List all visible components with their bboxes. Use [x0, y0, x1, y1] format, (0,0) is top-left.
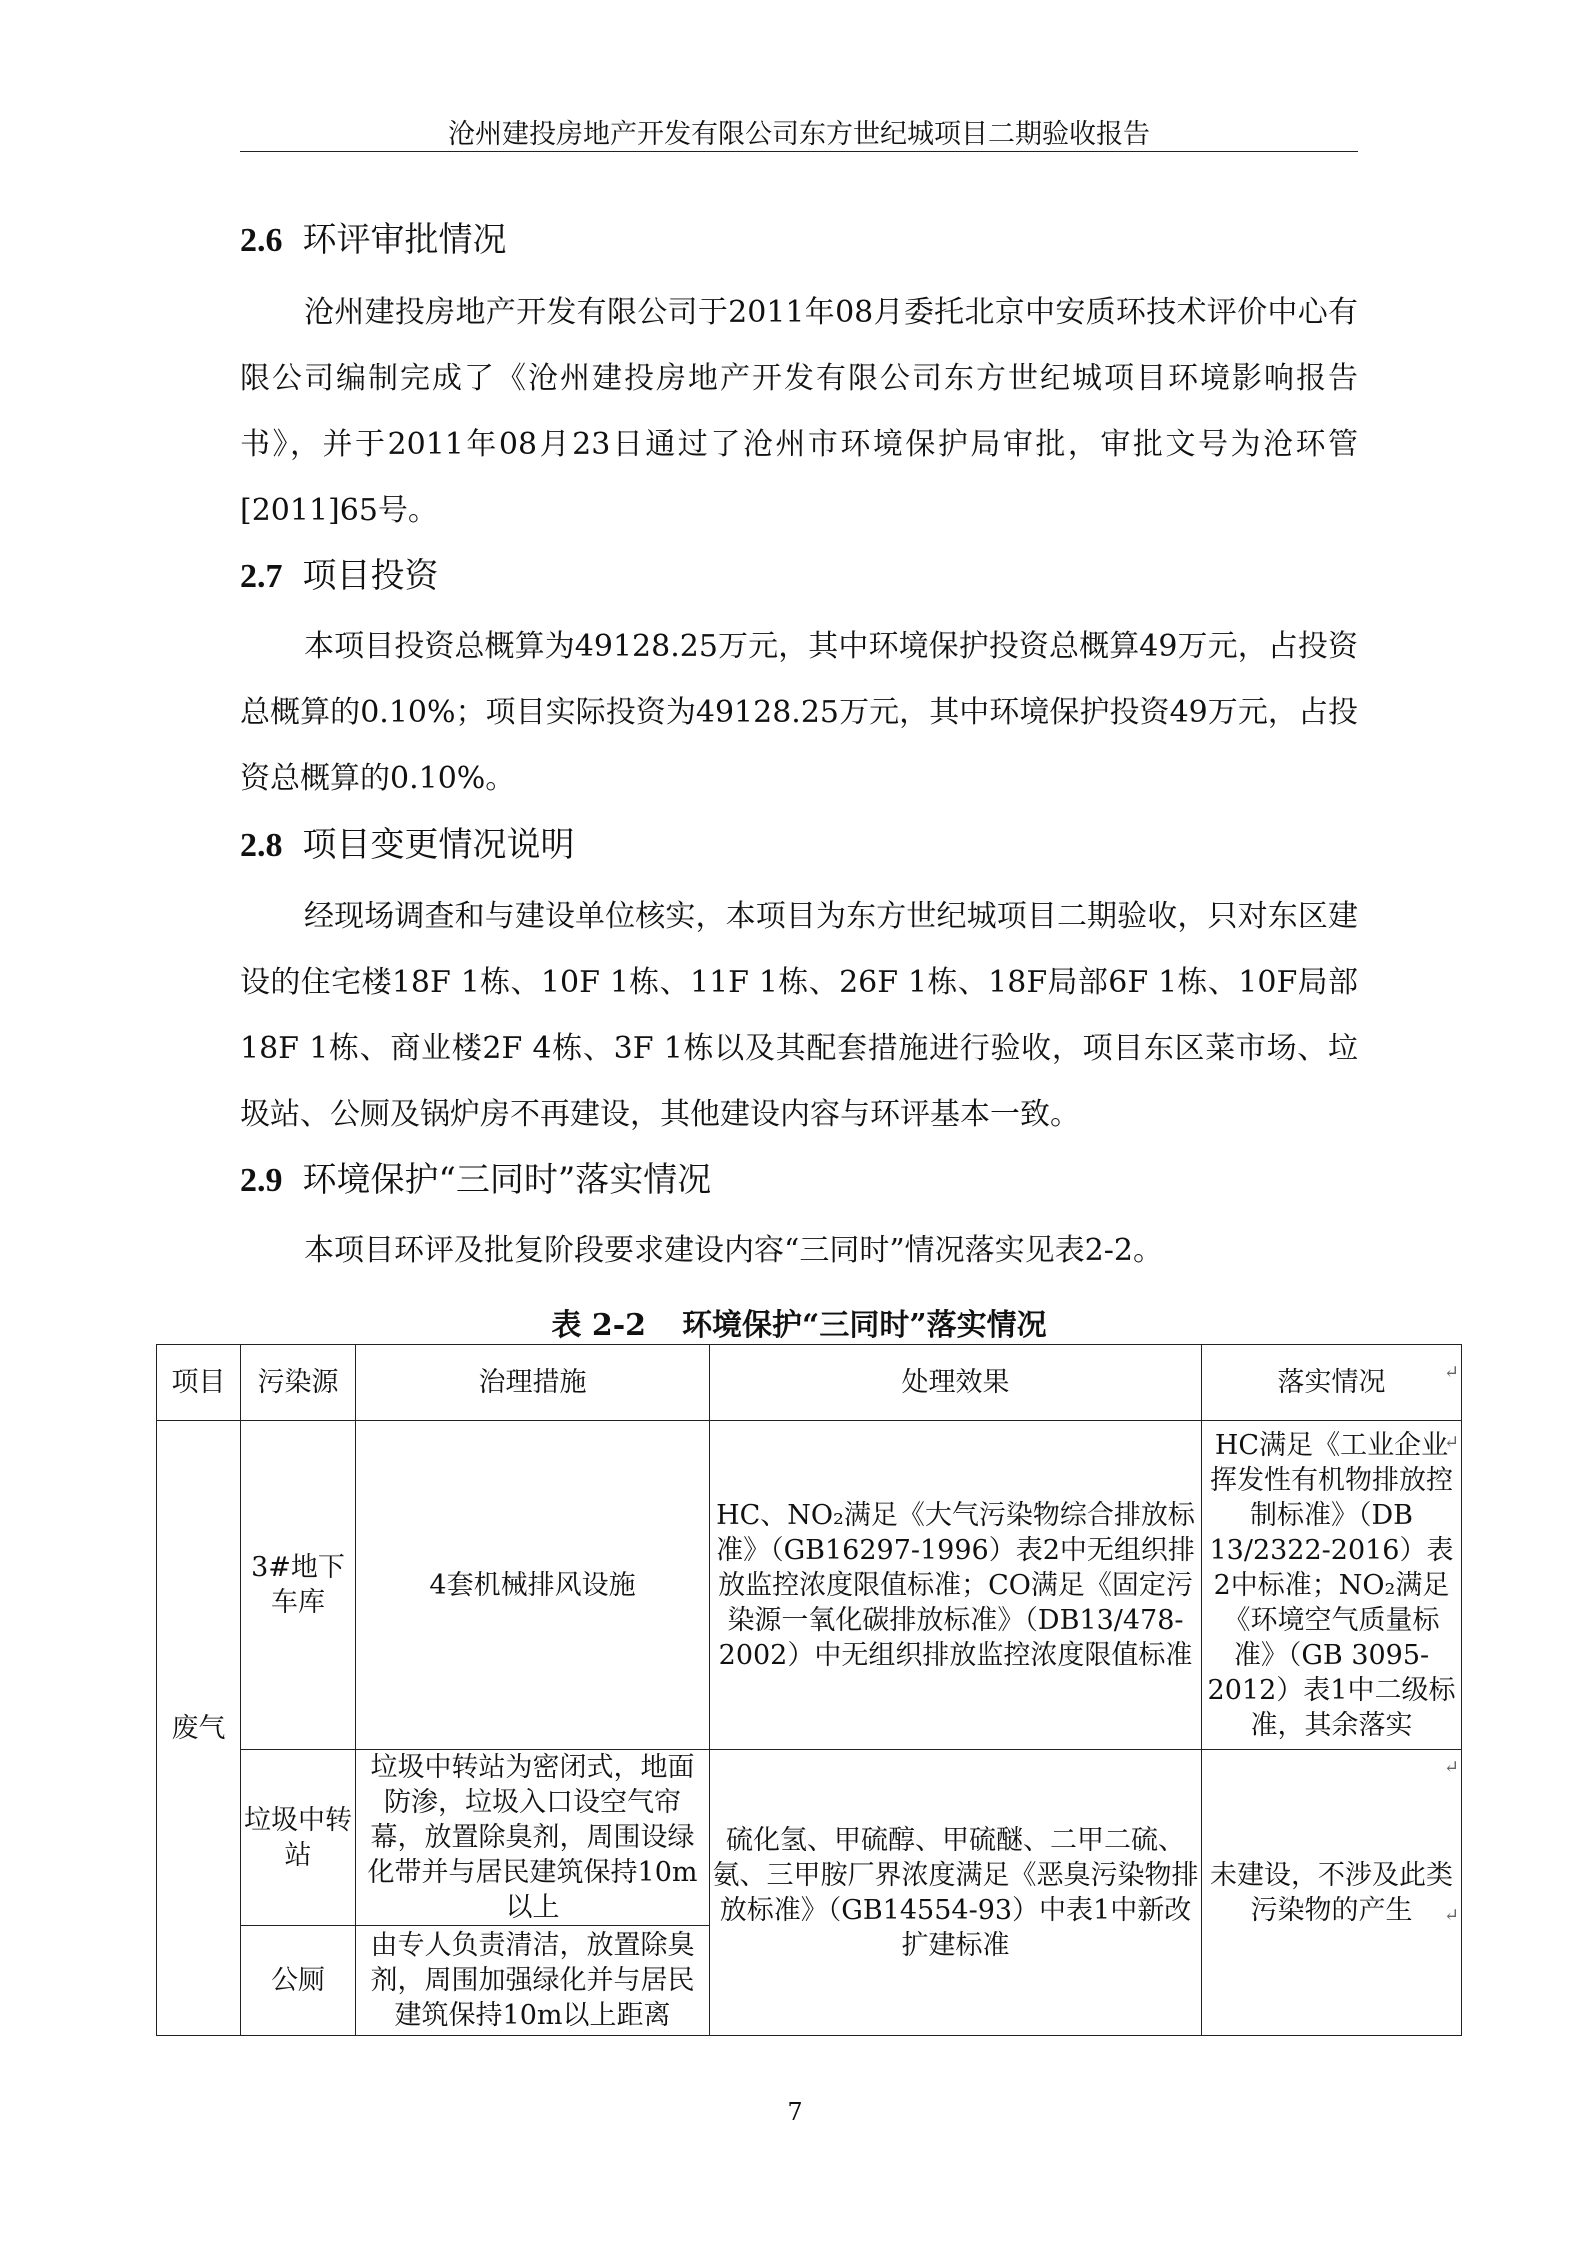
- section-number: 2.6: [240, 222, 283, 259]
- measure-cell: 4套机械排风设施: [356, 1421, 710, 1750]
- section-paragraph-2-9: 本项目环评及批复阶段要求建设内容“三同时”情况落实见表2-2。: [304, 1233, 1163, 1268]
- category-cell: 废气: [157, 1421, 241, 2036]
- section-title: 环评审批情况: [302, 220, 507, 260]
- end-of-cell-mark: ↵: [1444, 1905, 1460, 1926]
- header-cell: 治理措施: [356, 1345, 710, 1421]
- table-header-row: [157, 1345, 1462, 1421]
- section-paragraph-2-6: 沧州建投房地产开发有限公司于2011年08月委托北京中安质环技术评价中心有限公司编制完成了《沧州建投房地产开发有限公司东方世纪城项目环境影响报告书》，并于2011年08月23日通过了沧州市环境保护局审批，审批文号为沧环管[2011]65号。: [240, 295, 1358, 528]
- measure-cell: 由专人负责清洁，放置除臭剂，周围加强绿化并与居民建筑保持10m以上距离: [356, 1926, 710, 2036]
- effect-cell: HC、NO₂满足《大气污染物综合排放标准》（GB16297-1996）表2中无组织排放监控浓度限值标准；CO满足《固定污染源一氧化碳排放标准》（DB13/478-2002）中无组织排放监控浓度限值标准: [710, 1421, 1202, 1750]
- running-header: 沧州建投房地产开发有限公司东方世纪城项目二期验收报告: [448, 119, 1150, 150]
- end-of-cell-mark: ↵: [1444, 1432, 1460, 1453]
- header-rule: [240, 151, 1358, 152]
- three-simultaneous-table: [156, 1344, 1462, 2036]
- status-cell: HC满足《工业企业挥发性有机物排放控制标准》（DB 13/2322-2016）表2中标准；NO₂满足《环境空气质量标准》（GB 3095-2012）表1中二级标准，其余落实: [1202, 1421, 1462, 1750]
- page-number: 7: [787, 2098, 803, 2126]
- effect-cell: 硫化氢、甲硫醇、甲硫醚、二甲二硫、氨、三甲胺厂界浓度满足《恶臭污染物排放标准》（GB14554-93）中表1中新改扩建标准: [710, 1750, 1202, 2036]
- section-heading-2-8: [240, 817, 575, 866]
- section-number: 2.7: [240, 558, 283, 595]
- table-row: [157, 1750, 1462, 1926]
- section-paragraph-2-7: 本项目投资总概算为49128.25万元，其中环境保护投资总概算49万元，占投资总概算的0.10%；项目实际投资为49128.25万元，其中环境保护投资49万元，占投资总概算的0.10%。: [240, 629, 1358, 796]
- header-cell: 落实情况: [1202, 1345, 1462, 1421]
- status-cell: 未建设，不涉及此类污染物的产生: [1202, 1750, 1462, 2036]
- header-cell: 处理效果: [710, 1345, 1202, 1421]
- section-title: 环境保护“三同时”落实情况: [302, 1160, 712, 1200]
- section-title: 项目变更情况说明: [302, 825, 575, 865]
- header-cell: 项目: [157, 1345, 241, 1421]
- section-title: 项目投资: [302, 556, 439, 596]
- table-number: 表 2-2: [551, 1308, 647, 1343]
- section-number: 2.8: [240, 827, 283, 864]
- section-heading-2-7: [240, 548, 439, 597]
- source-cell: 3#地下车库: [241, 1421, 356, 1750]
- section-heading-2-9: [240, 1152, 711, 1201]
- table-caption-title: 环境保护“三同时”落实情况: [682, 1308, 1047, 1343]
- source-cell: 公厕: [241, 1926, 356, 2036]
- section-number: 2.9: [240, 1162, 283, 1199]
- end-of-cell-mark: ↵: [1444, 1757, 1460, 1778]
- section-heading-2-6: [240, 212, 507, 261]
- table-caption: [240, 1300, 1358, 1344]
- header-cell: 污染源: [241, 1345, 356, 1421]
- table-row: [157, 1421, 1462, 1750]
- measure-cell: 垃圾中转站为密闭式，地面防渗，垃圾入口设空气帘幕，放置除臭剂，周围设绿化带并与居民建筑保持10m以上: [356, 1750, 710, 1926]
- end-of-cell-mark: ↵: [1444, 1362, 1460, 1383]
- source-cell: 垃圾中转站: [241, 1750, 356, 1926]
- section-paragraph-2-8: 经现场调查和与建设单位核实，本项目为东方世纪城项目二期验收，只对东区建设的住宅楼18F 1栋、10F 1栋、11F 1栋、26F 1栋、18F局部6F 1栋、10F局部18F 1栋、商业楼2F 4栋、3F 1栋以及其配套措施进行验收，项目东区菜市场、垃圾站、公厕及锅炉房不再建设，其他建设内容与环评基本一致。: [240, 899, 1358, 1132]
